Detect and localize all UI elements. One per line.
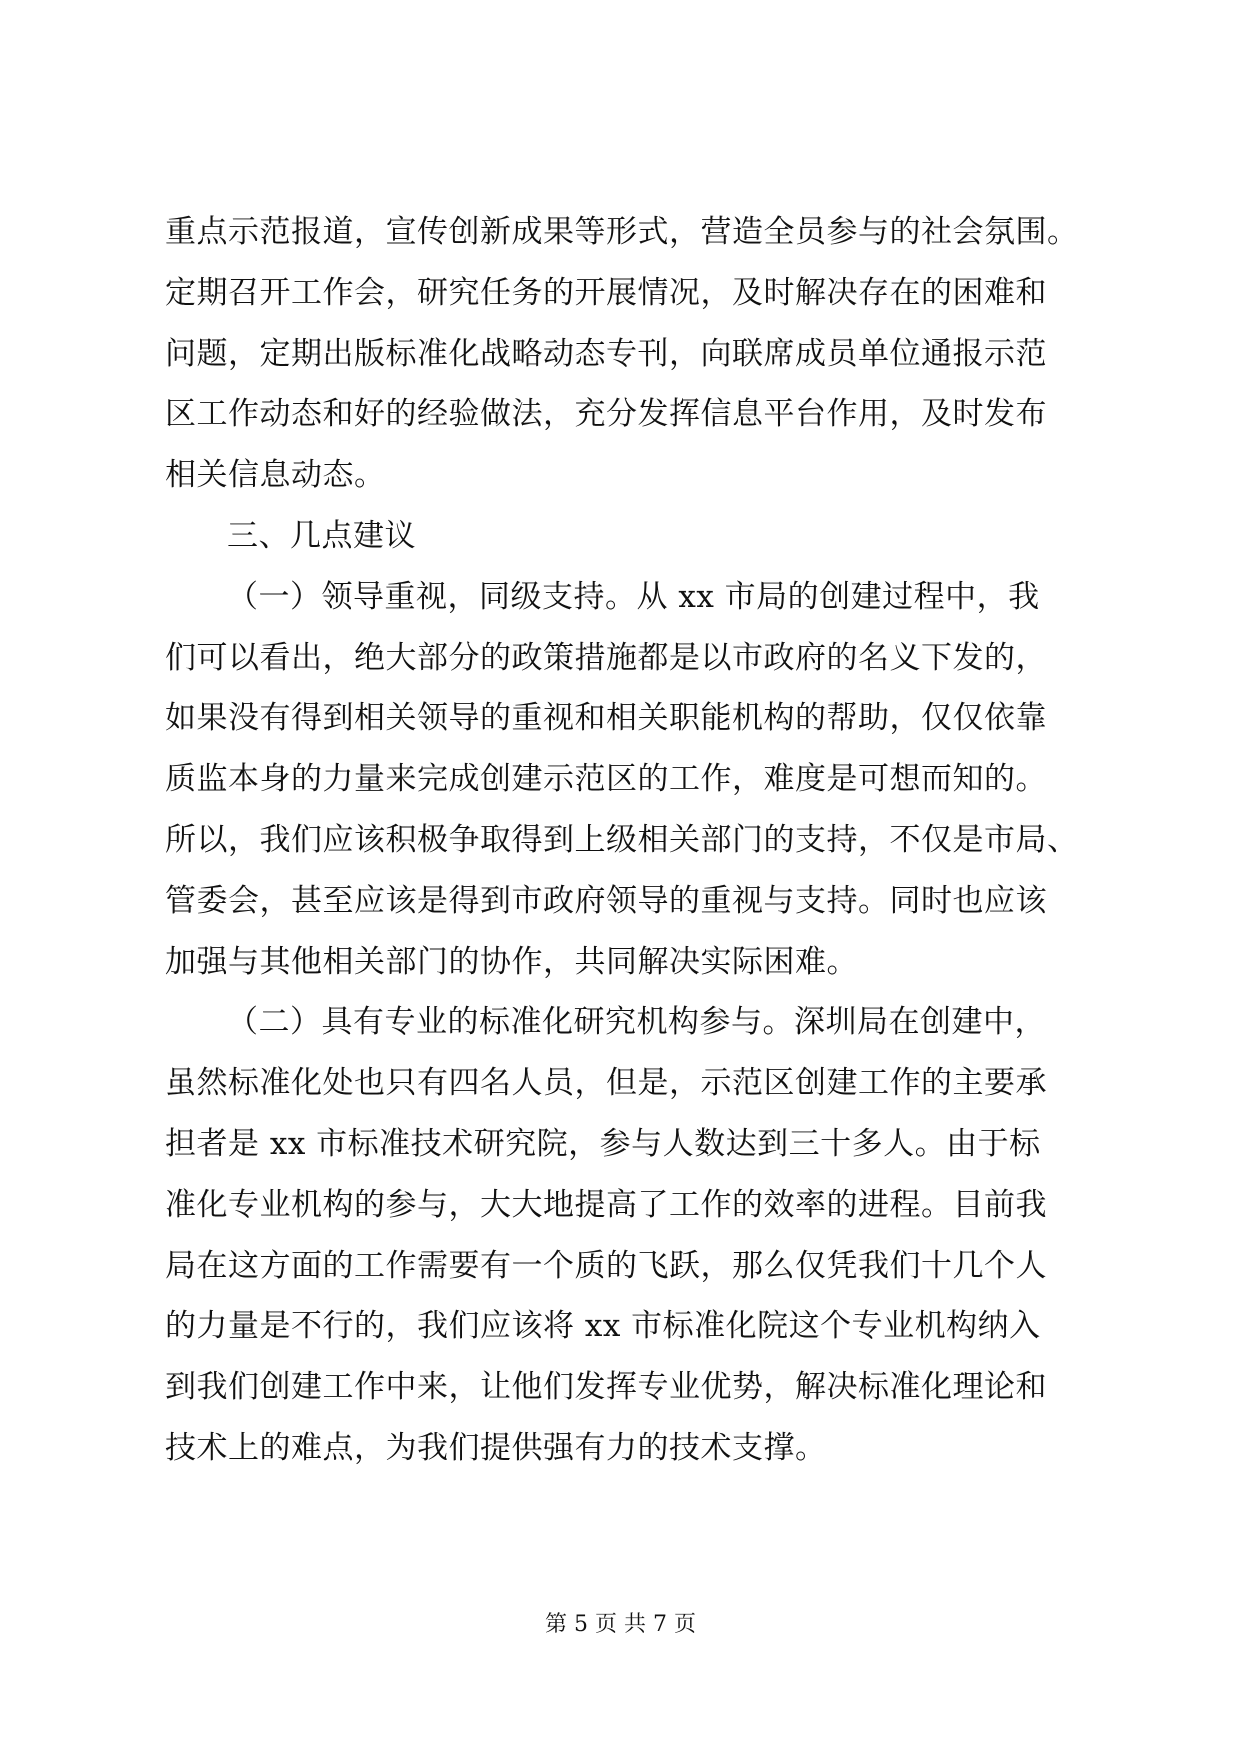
paragraph-line: 的力量是不行的，我们应该将 xx 市标准化院这个专业机构纳入 — [165, 1308, 1041, 1345]
paragraph-line: 定期召开工作会，研究任务的开展情况，及时解决存在的困难和 — [165, 274, 1047, 311]
paragraph-line: 准化专业机构的参与，大大地提高了工作的效率的进程。目前我 — [165, 1186, 1047, 1223]
page-footer: 第 5 页 共 7 页 — [545, 1612, 696, 1637]
paragraph-line: 虽然标准化处也只有四名人员，但是，示范区创建工作的主要承 — [165, 1065, 1047, 1102]
paragraph-line: （一）领导重视，同级支持。从 xx 市局的创建过程中，我 — [227, 578, 1040, 615]
document-body — [165, 202, 1090, 1479]
paragraph-line: 局在这方面的工作需要有一个质的飞跃，那么仅凭我们十几个人 — [165, 1247, 1047, 1284]
paragraph-line: （二）具有专业的标准化研究机构参与。深圳局在创建中， — [227, 1004, 1046, 1041]
paragraph-line: 问题，定期出版标准化战略动态专刊，向联席成员单位通报示范 — [165, 335, 1047, 372]
section-heading: 三、几点建议 — [227, 517, 416, 554]
paragraph-line: 到我们创建工作中来，让他们发挥专业优势，解决标准化理论和 — [165, 1369, 1047, 1406]
paragraph-line: 技术上的难点，为我们提供强有力的技术支撑。 — [165, 1429, 827, 1466]
paragraph-line: 重点示范报道，宣传创新成果等形式，营造全员参与的社会氛围。 — [165, 214, 1079, 250]
paragraph-line: 加强与其他相关部门的协作，共同解决实际困难。 — [165, 943, 858, 980]
paragraph-line: 质监本身的力量来完成创建示范区的工作，难度是可想而知的。 — [165, 761, 1047, 798]
paragraph-line: 相关信息动态。 — [165, 457, 386, 494]
paragraph-line: 如果没有得到相关领导的重视和相关职能机构的帮助，仅仅依靠 — [165, 700, 1047, 737]
paragraph-line: 们可以看出，绝大部分的政策措施都是以市政府的名义下发的， — [165, 639, 1047, 676]
paragraph-line: 所以，我们应该积极争取得到上级相关部门的支持，不仅是市局、 — [165, 821, 1079, 858]
paragraph-line: 区工作动态和好的经验做法，充分发挥信息平台作用，及时发布 — [165, 396, 1047, 433]
paragraph-line: 担者是 xx 市标准技术研究院，参与人数达到三十多人。由于标 — [165, 1125, 1041, 1162]
paragraph-line: 管委会，甚至应该是得到市政府领导的重视与支持。同时也应该 — [165, 882, 1047, 919]
